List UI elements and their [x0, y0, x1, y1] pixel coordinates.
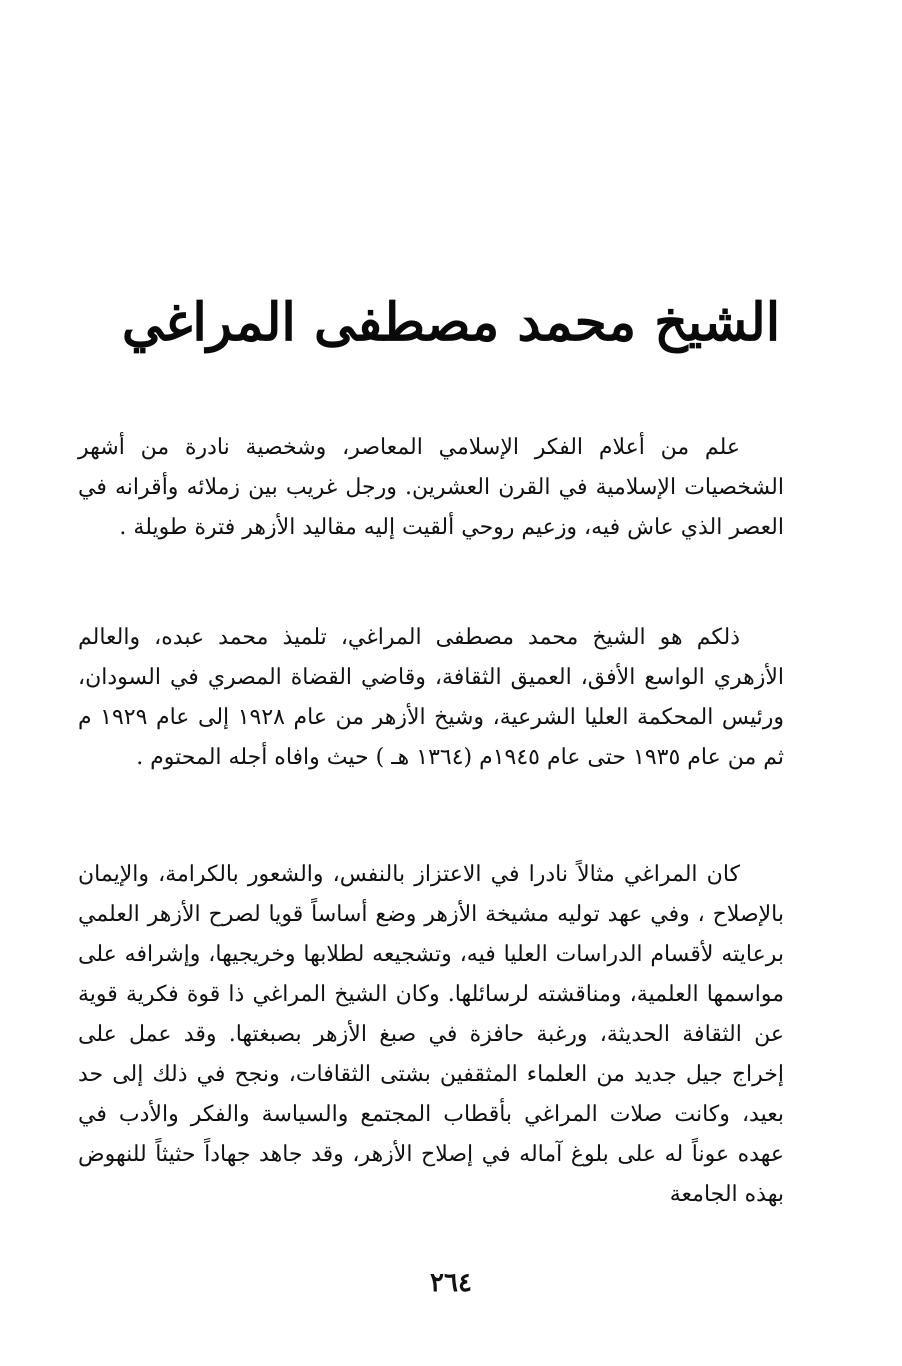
paragraph-2 — [78, 618, 784, 778]
paragraph-text: علم من أعلام الفكر الإسلامي المعاصر، وشخصية نادرة من أشهر الشخصيات الإسلامية في القرن العشرين. ورجل غريب بين زملائه وأقرانه في العصر الذي عاش فيه، وزعيم روحي ألقيت إليه مقاليد الأزهر فترة طويلة . — [78, 435, 784, 540]
page-number: ٢٦٤ — [430, 1268, 472, 1298]
paragraph-text: كان المراغي مثالاً نادرا في الاعتزاز بالنفس، والشعور بالكرامة، والإيمان بالإصلاح ، وفي عهد توليه مشيخة الأزهر وضع أساساً قويا لصرح الأزهر العلمي برعايته لأقسام الدراسات العليا فيه، وتشجيعه لطلابها وخريجيها، وإشرافه على مواسمها العلمية، ومناقشته لرسائلها. وكان الشيخ المراغي ذا قوة فكرية قوية عن الثقافة الحديثة، ورغبة حافزة في صبغ الأزهر بصبغتها. وقد عمل على إخراج جيل جديد من العلماء المثقفين بشتى الثقافات، ونجح في ذلك إلى حد بعيد، وكانت صلات المراغي بأقطاب المجتمع والسياسة والفكر والأدب في عهده عوناً له على بلوغ آماله في إصلاح الأزهر، وقد جاهد جهاداً حثيثاً للنهوض بهذه الجامعة — [78, 862, 784, 1207]
paragraph-3 — [78, 855, 784, 1215]
chapter-title-block — [0, 292, 902, 354]
paragraph-1 — [78, 428, 784, 548]
chapter-title: الشيخ محمد مصطفى المراغي — [121, 292, 781, 353]
paragraph-text: ذلكم هو الشيخ محمد مصطفى المراغي، تلميذ محمد عبده، والعالم الأزهري الواسع الأفق، العميق الثقافة، وقاضي القضاة المصري في السودان، ورئيس المحكمة العليا الشرعية، وشيخ الأزهر من عام ١٩٢٨ إلى عام ١٩٢٩ م ثم من عام ١٩٣٥ حتى عام ١٩٤٥م (١٣٦٤ هـ ) حيث وافاه أجله المحتوم . — [78, 625, 784, 770]
